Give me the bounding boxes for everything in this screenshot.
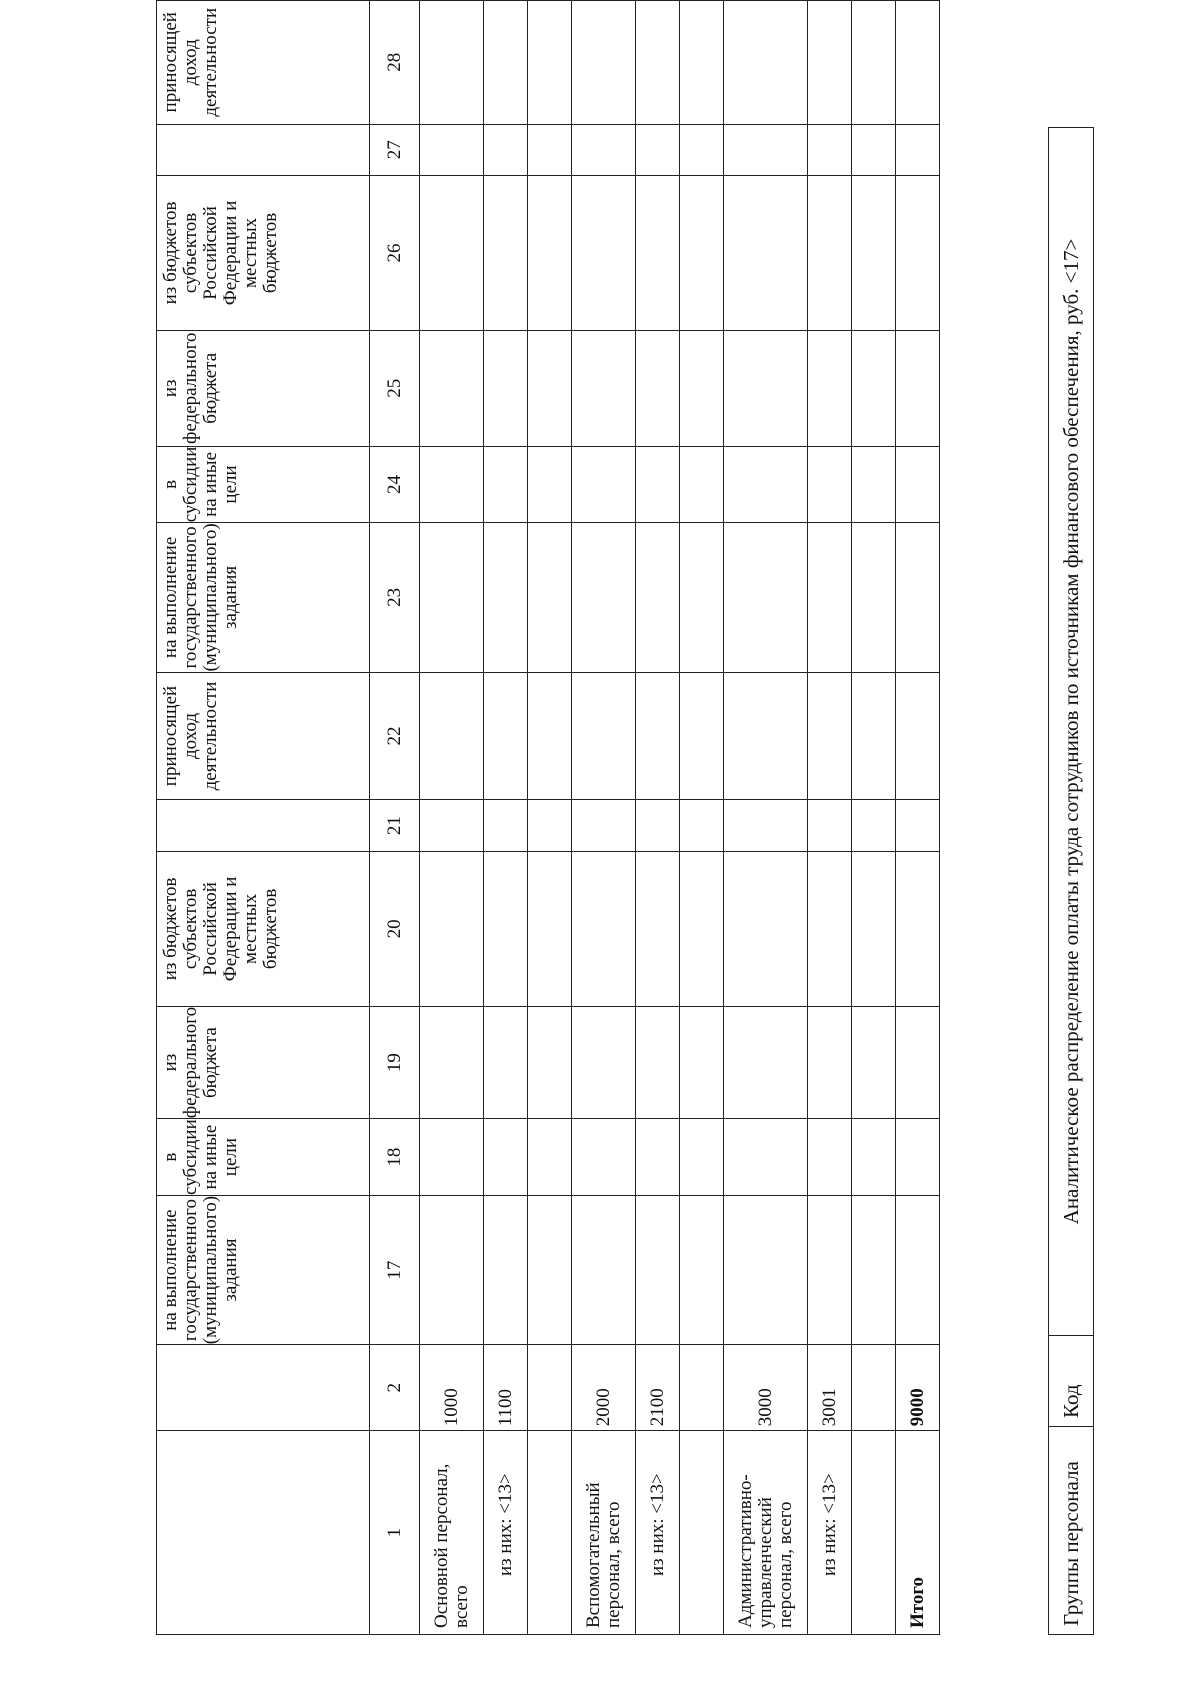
row-label: из них: <13> [636,1431,680,1635]
salary-distribution-table [156,0,940,1635]
column-number: 17 [370,1195,420,1344]
header-cell-18: в субсидии на иные цели [157,1119,370,1196]
header-cell-1 [157,1431,370,1635]
row-code: 3001 [808,1345,852,1431]
row-label: из них: <13> [484,1431,528,1635]
row-code: 1000 [420,1345,484,1431]
column-number: 20 [370,851,420,1006]
table-row [808,1,852,1635]
header-cell-24: в субсидии на иные цели [157,446,370,523]
total-label: Итого [896,1431,940,1635]
row-code: 2000 [572,1345,636,1431]
header-cell-23: на выполнение государственного (муниципального) задания [157,523,370,672]
header-cell-20: из бюджетов субъектов Российской Федерации и местных бюджетов [157,851,370,1006]
header-cell-27 [157,124,370,175]
row-label: Вспомогательный персонал, всего [572,1431,636,1635]
group-label: Группы персонала [1049,1427,1094,1635]
column-number: 19 [370,1006,420,1118]
header-cell-21 [157,800,370,851]
column-number: 23 [370,523,420,672]
column-number-row [370,1,420,1635]
table-row [528,1,572,1635]
table-row [680,1,724,1635]
table-row [852,1,896,1635]
row-code [680,1345,724,1431]
caption-table [1048,127,1094,1635]
row-code: 3000 [724,1345,808,1431]
column-number: 28 [370,1,420,125]
column-number: 1 [370,1431,420,1635]
column-number: 26 [370,175,420,330]
header-cell-25: из федерального бюджета [157,330,370,446]
column-number: 22 [370,672,420,800]
header-cell-22: приносящей доход деятельности [157,672,370,800]
table-row [572,1,636,1635]
row-code: 1100 [484,1345,528,1431]
row-label: из них: <13> [808,1431,852,1635]
row-label [852,1431,896,1635]
column-number: 24 [370,446,420,523]
column-number: 25 [370,330,420,446]
header-cell-19: из федерального бюджета [157,1006,370,1118]
column-number: 2 [370,1345,420,1431]
row-label [528,1431,572,1635]
row-code: 2100 [636,1345,680,1431]
code-label: Код [1049,1336,1094,1427]
header-cell-26: из бюджетов субъектов Российской Федерации и местных бюджетов [157,175,370,330]
table-row [636,1,680,1635]
table-title: Аналитическое распределение оплаты труда сотрудников по источникам финансового обеспечения, руб. <17> [1049,128,1094,1336]
header-cell-28: приносящей доход деятельности [157,1,370,125]
table-row [484,1,528,1635]
total-row [896,1,940,1635]
table-row [420,1,484,1635]
column-number: 18 [370,1119,420,1196]
row-code [528,1345,572,1431]
table-row [724,1,808,1635]
row-code [852,1345,896,1431]
row-label: Основной персонал, всего [420,1431,484,1635]
column-number: 27 [370,124,420,175]
total-code: 9000 [896,1345,940,1431]
column-number: 21 [370,800,420,851]
header-row [157,1,370,1635]
header-cell-2 [157,1345,370,1431]
row-label: Административно-управленческий персонал, всего [724,1431,808,1635]
header-cell-17: на выполнение государственного (муниципального) задания [157,1195,370,1344]
row-label [680,1431,724,1635]
